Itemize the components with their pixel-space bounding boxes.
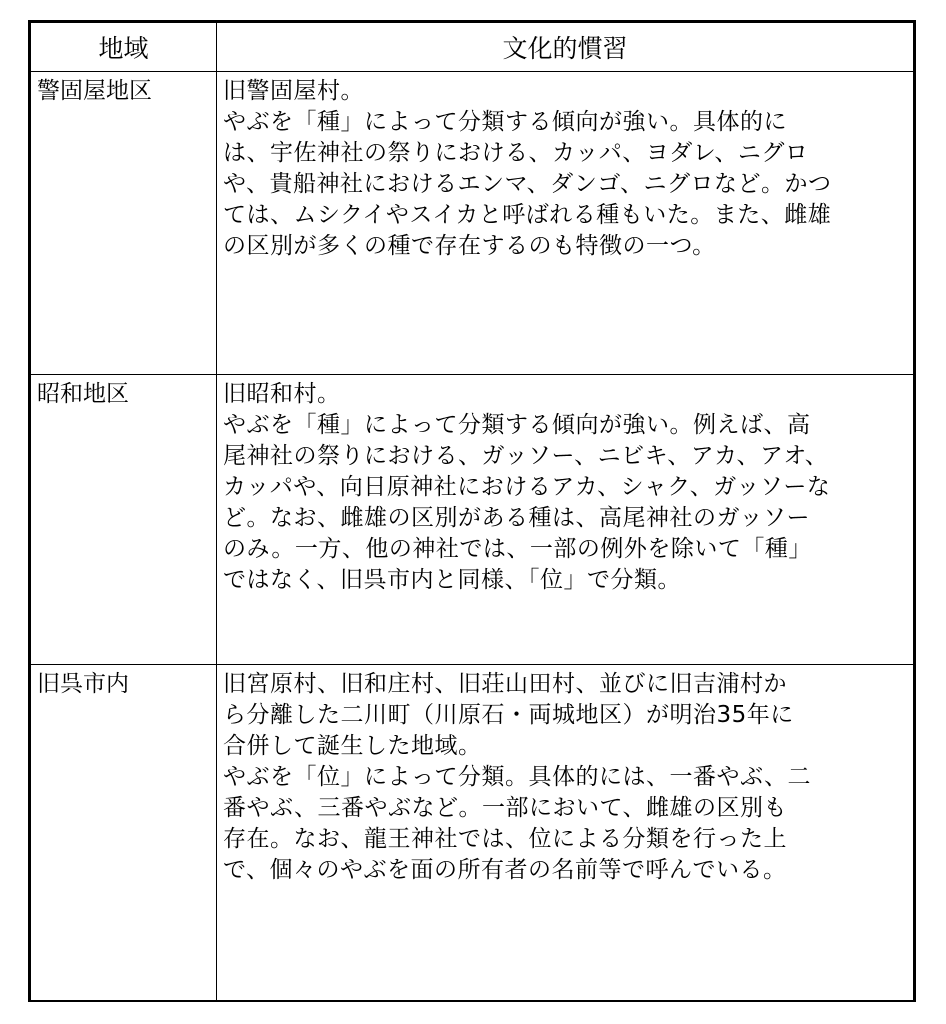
culture-line: カッパや、向日原神社におけるアカ、シャク、ガッソーな [223,474,831,500]
culture-cell [217,72,914,375]
culture-table-frame [28,20,916,1002]
region-cell: 昭和地区 [31,375,217,665]
region-cell: 旧呉市内 [31,665,217,1002]
culture-line: 番やぶ、三番やぶなど。一部において、雌雄の区別も [223,795,787,821]
culture-line: の区別が多くの種で存在するのも特徴の一つ。 [223,233,716,259]
culture-line: のみ。一方、他の神社では、一部の例外を除いて「種」 [223,536,812,562]
culture-line: は、宇佐神社の祭りにおける、カッパ、ヨダレ、ニグロ [223,140,809,166]
culture-table [30,22,914,1002]
culture-line: やぶを「種」によって分類する傾向が強い。例えば、高 [223,412,811,438]
culture-line: ではなく、旧呉市内と同様、「位」で分類。 [223,567,682,593]
culture-line: 尾神社の祭りにおける、ガッソー、ニビキ、アカ、アオ、 [223,443,829,469]
region-cell: 警固屋地区 [31,72,217,375]
header-row [31,23,914,72]
culture-line: ら分離した二川町（川原石・両城地区）が明治35年に [223,702,794,728]
header-culture: 文化的慣習 [217,23,914,72]
culture-line: やぶを「種」によって分類する傾向が強い。具体的に [223,109,787,135]
culture-line: 旧警固屋村。 [223,78,364,104]
culture-line: ど。なお、雌雄の区別がある種は、高尾神社のガッソー [223,505,811,531]
culture-line: ては、ムシクイやスイカと呼ばれる種もいた。また、雌雄 [223,202,832,228]
culture-line: や、貴船神社におけるエンマ、ダンゴ、ニグロなど。かつ [223,171,832,197]
culture-line: 存在。なお、龍王神社では、位による分類を行った上 [223,826,787,852]
culture-line: やぶを「位」によって分類。具体的には、一番やぶ、二 [223,764,811,790]
culture-cell [217,665,914,1002]
table-row [31,375,914,665]
culture-line: 旧昭和村。 [223,381,341,407]
header-region: 地域 [31,23,217,72]
culture-line: 旧宮原村、旧和庄村、旧荘山田村、並びに旧吉浦村か [223,671,787,697]
table-row [31,665,914,1002]
table-row [31,72,914,375]
culture-line: 合併して誕生した地域。 [223,733,482,759]
culture-line: で、個々のやぶを面の所有者の名前等で呼んでいる。 [223,857,787,883]
culture-cell [217,375,914,665]
